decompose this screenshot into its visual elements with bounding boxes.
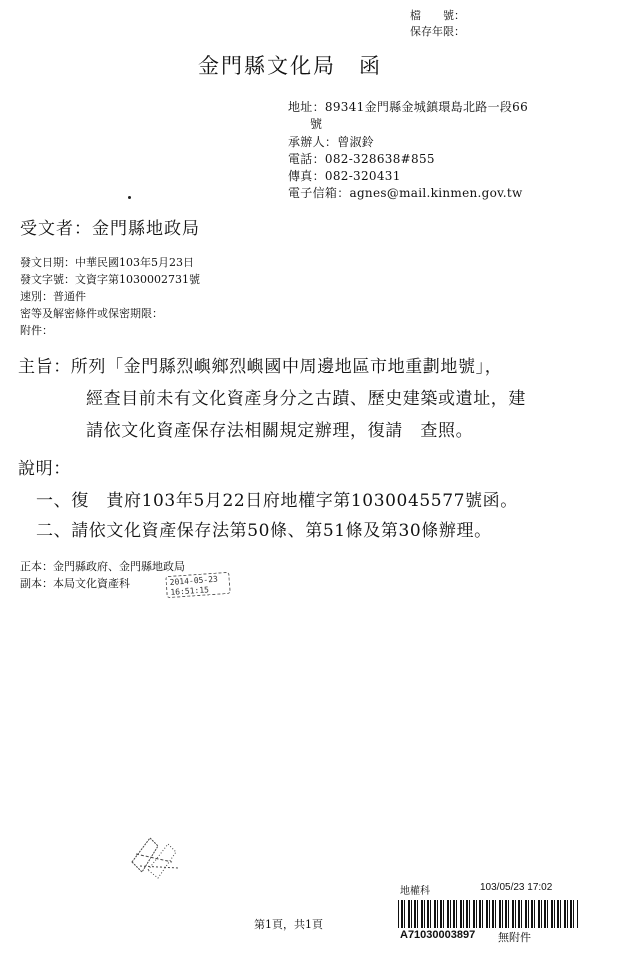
file-number-label: 檔 號： [410, 9, 465, 22]
barcode [398, 900, 578, 928]
retention-period-label: 保存年限： [410, 25, 465, 38]
main-recipients: 正本：金門縣政府、金門縣地政局 [20, 560, 185, 573]
receipt-stamp [165, 572, 230, 598]
issue-date: 發文日期：中華民國103年5月23日 [20, 256, 194, 269]
fax: 傳真：082-320431 [288, 169, 401, 183]
receipt-datetime: 103/05/23 17:02 [480, 882, 553, 893]
attachment-note: 無附件 [498, 932, 531, 944]
copy-recipients: 副本：本局文化資產科 [20, 577, 130, 590]
seal-smudge [128, 832, 186, 882]
secrecy-level: 密等及解密條件或保密期限： [20, 307, 163, 320]
barcode-label [398, 882, 578, 942]
explanation-heading: 說明： [18, 459, 71, 479]
explanation-item-1: 一、復 貴府103年5月22日府地權字第1030045577號函。 [36, 491, 518, 511]
scan-speck [128, 196, 131, 199]
subject-line-3: 請依文化資產保存法相關規定辦理，復請 查照。 [86, 421, 474, 441]
address-line-2: 號 [310, 117, 323, 131]
email: 電子信箱：agnes@mail.kinmen.gov.tw [288, 186, 523, 200]
stamp-time: 16:51:15 [170, 585, 210, 597]
stamp-date: 2014-05-23 [169, 574, 219, 587]
phone: 電話：082-328638#855 [288, 152, 435, 166]
attachment: 附件： [20, 324, 53, 337]
barcode-number: A71030003897 [400, 929, 476, 941]
subject-line-1: 主旨：所列「金門縣烈嶼鄉烈嶼國中周邊地區市地重劃地號」， [18, 357, 503, 377]
recipient: 受文者：金門縣地政局 [20, 219, 200, 239]
explanation-item-2: 二、請依文化資產保存法第50條、第51條及第30條辦理。 [36, 521, 492, 541]
address-line-1: 地址：89341金門縣金城鎮環島北路一段66 [288, 100, 529, 114]
subject-line-2: 經查目前未有文化資產身分之古蹟、歷史建築或遺址，建 [86, 389, 526, 409]
delivery-speed: 速別：普通件 [20, 290, 86, 303]
receiving-department: 地權科 [400, 886, 430, 897]
handler: 承辦人：曾淑鈴 [288, 135, 375, 149]
document-number: 發文字號：文資字第1030002731號 [20, 273, 200, 286]
page-title: 金門縣文化局 函 [198, 54, 382, 78]
page-number: 第1頁，共1頁 [254, 918, 323, 931]
